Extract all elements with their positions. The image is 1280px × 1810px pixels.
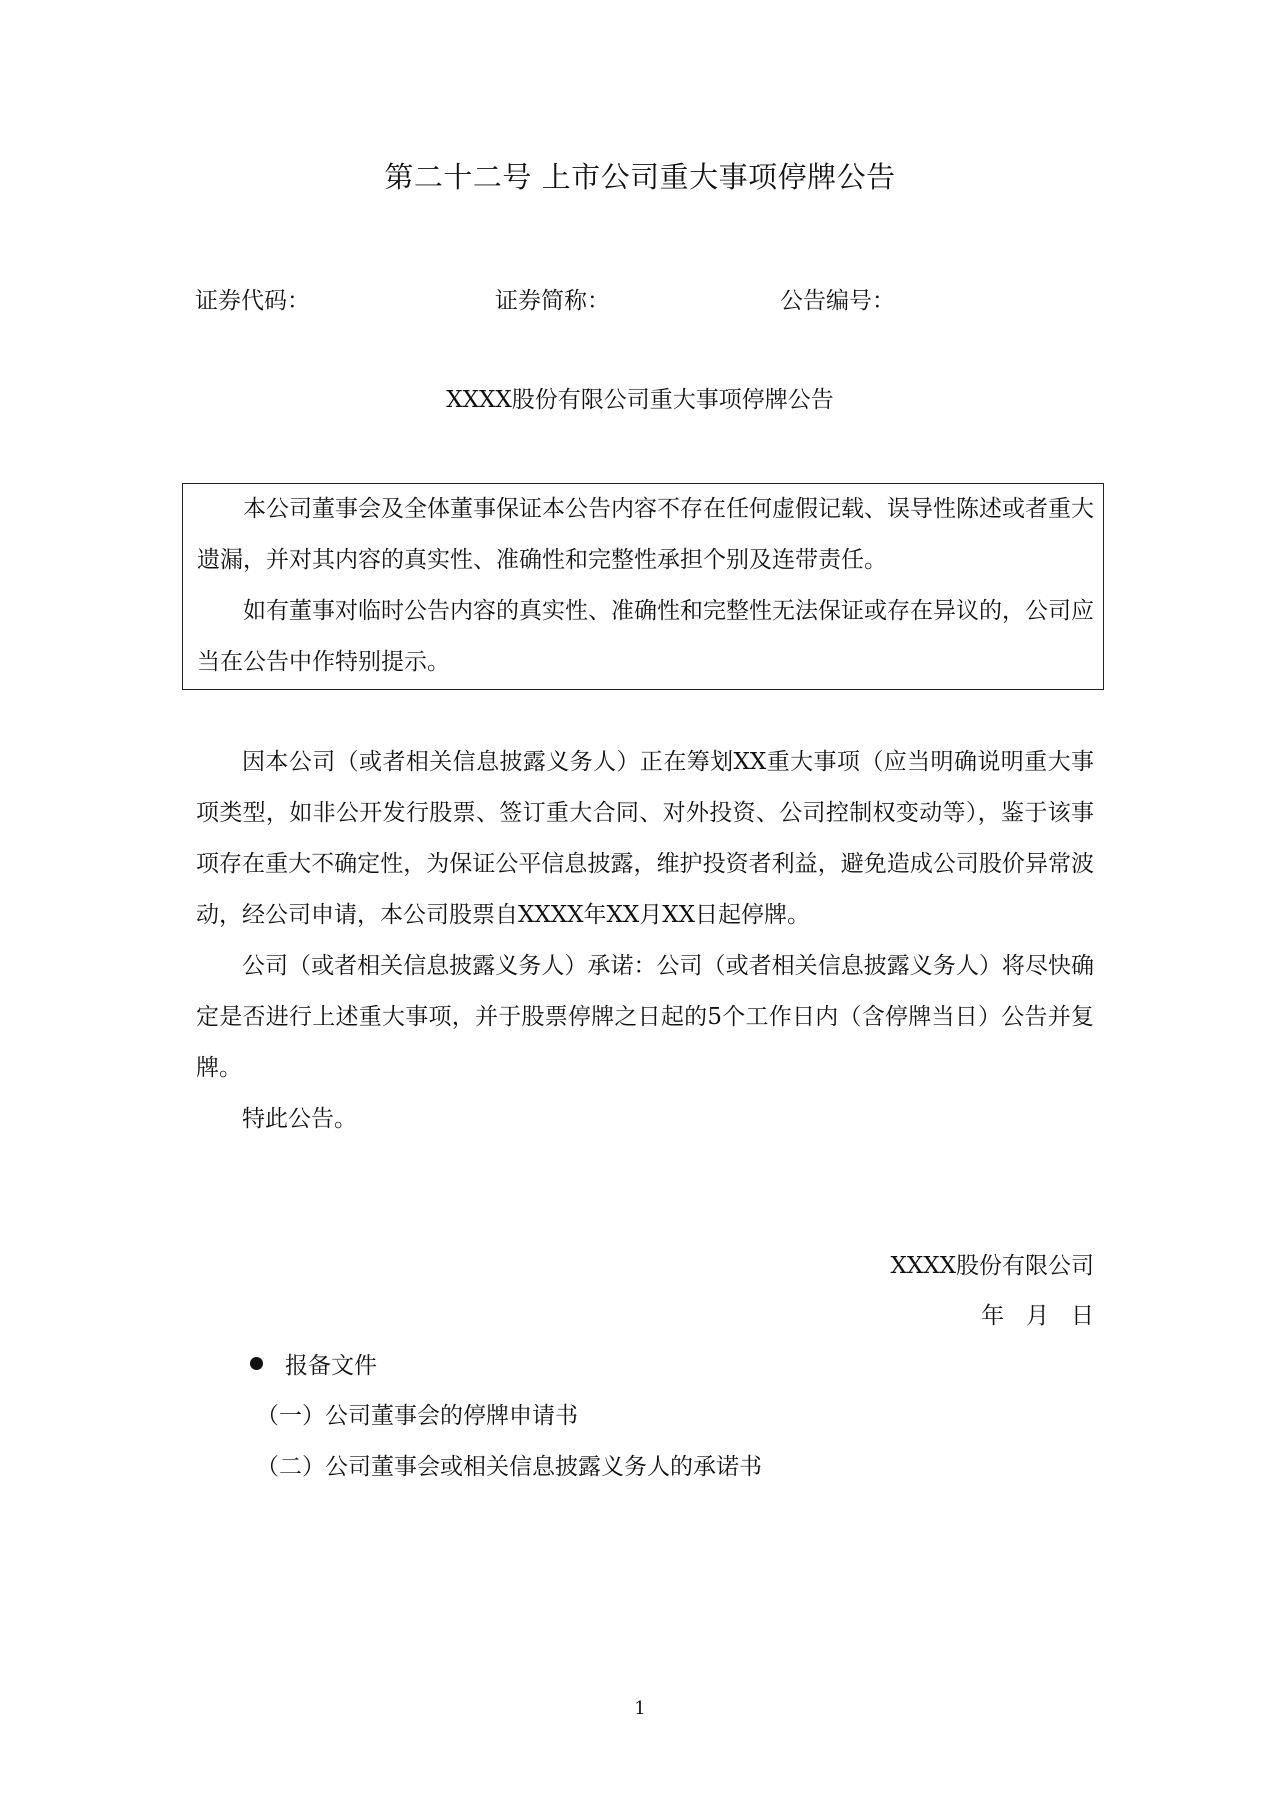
announcement-number-label: 公告编号： [780, 288, 895, 314]
declaration-paragraph: 本公司董事会及全体董事保证本公告内容不存在任何虚假记载、误导性陈述或者重大遗漏，并对其内容的真实性、准确性和完整性承担个别及连带责任。 [197, 496, 1094, 573]
signature-company: XXXX股份有限公司 [890, 1253, 1094, 1279]
security-code-label: 证券代码： [195, 288, 310, 314]
bullet-icon [250, 1357, 263, 1370]
body-paragraph: 公司（或者相关信息披露义务人）承诺：公司（或者相关信息披露义务人）将尽快确定是否进行上述重大事项，并于股票停牌之日起的5个工作日内（含停牌当日）公告并复牌。 [196, 953, 1094, 1081]
body-paragraph: 特此公告。 [242, 1106, 357, 1132]
attachments-heading-text: 报备文件 [285, 1353, 377, 1379]
page-number: 1 [634, 1698, 646, 1719]
document-title: 第二十二号 上市公司重大事项停牌公告 [384, 160, 896, 194]
attachment-item: （一）公司董事会的停牌申请书 [256, 1403, 578, 1429]
declaration-paragraph: 如有董事对临时公告内容的真实性、准确性和完整性无法保证或存在异议的，公司应当在公告中作特别提示。 [197, 598, 1094, 675]
security-name-label: 证券简称： [495, 288, 610, 314]
attachments-heading [250, 1350, 377, 1382]
announcement-subtitle: XXXX股份有限公司重大事项停牌公告 [446, 387, 834, 413]
board-declaration-box [182, 483, 1104, 690]
attachment-item: （二）公司董事会或相关信息披露义务人的承诺书 [256, 1454, 762, 1480]
body-paragraph: 因本公司（或者相关信息披露义务人）正在筹划XX重大事项（应当明确说明重大事项类型，如非公开发行股票、签订重大合同、对外投资、公司控制权变动等），鉴于该事项存在重大不确定性，为保证公平信息披露，维护投资者利益，避免造成公司股价异常波动，经公司申请，本公司股票自XXXX年XX月XX日起停牌。 [196, 749, 1094, 928]
signature-date: 年 月 日 [981, 1303, 1094, 1329]
announcement-body [196, 737, 1094, 1145]
